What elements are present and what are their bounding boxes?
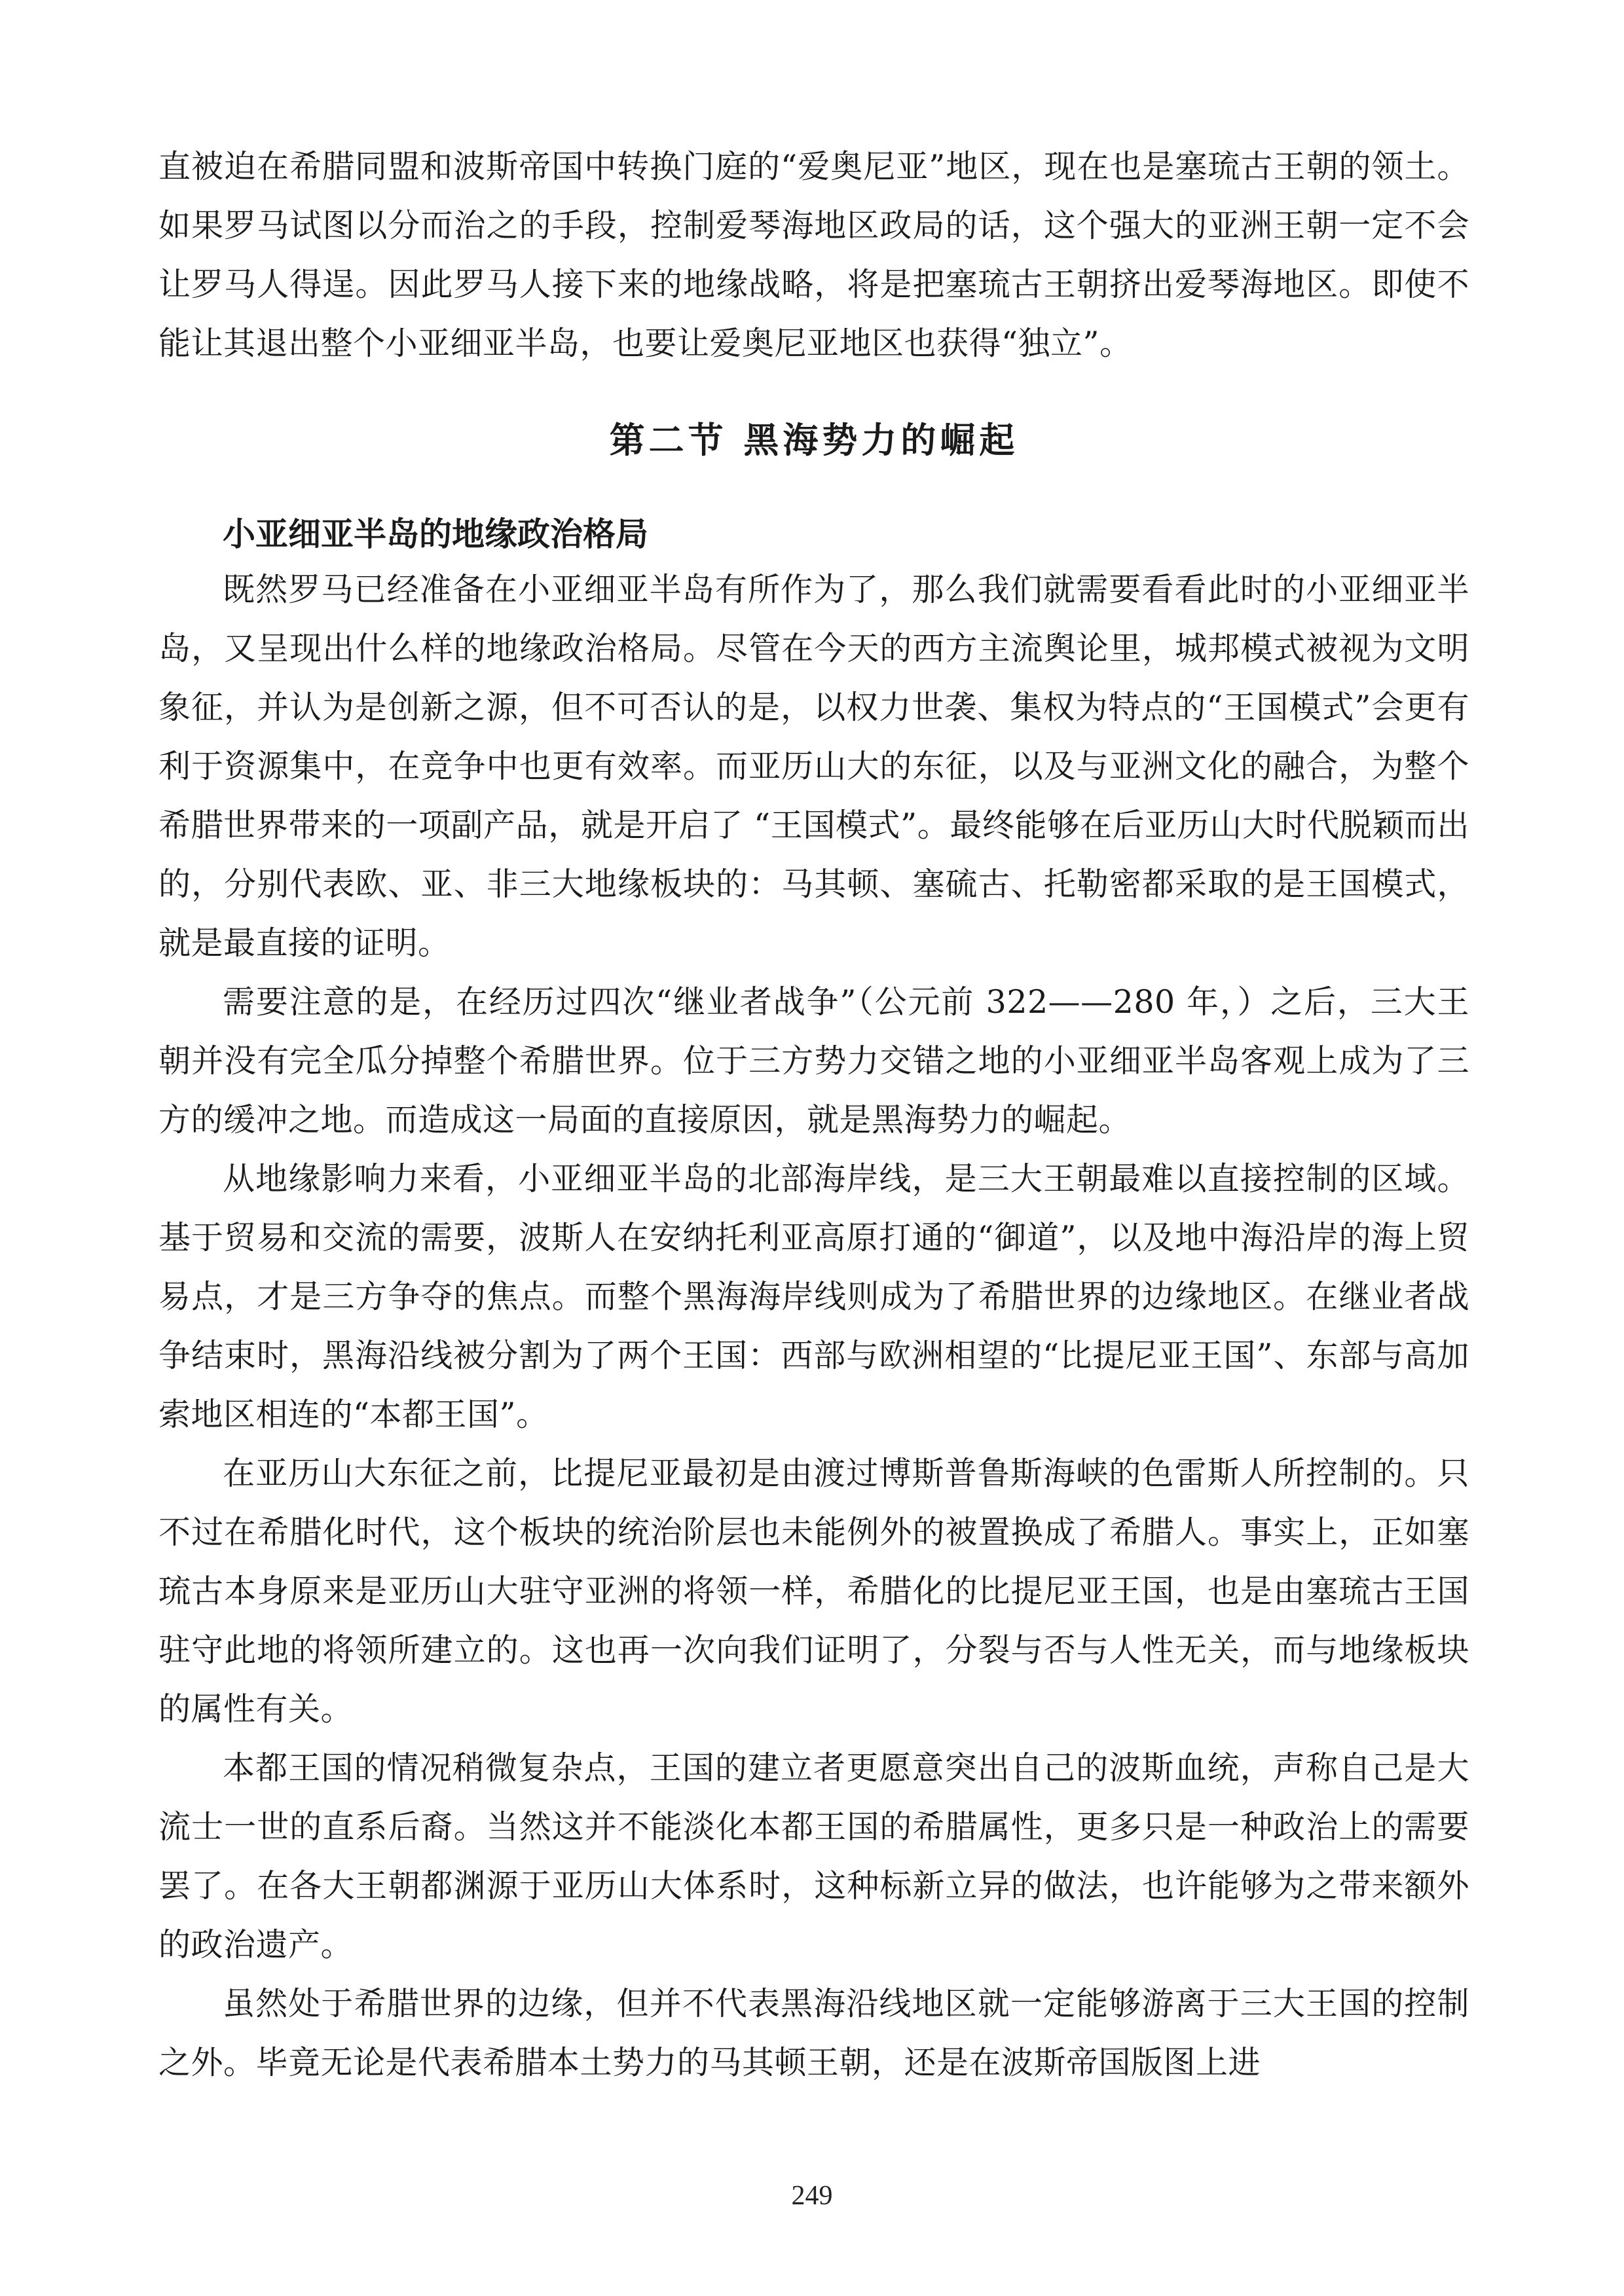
subsection-heading: 小亚细亚半岛的地缘政治格局 <box>223 515 648 553</box>
page-body <box>158 137 1469 2092</box>
page-number: 249 <box>791 2181 833 2211</box>
body-paragraph: 既然罗马已经准备在小亚细亚半岛有所作为了，那么我们就需要看看此时的小亚细亚半岛，又呈现出什么样的地缘政治格局。尽管在今天的西方主流舆论里，城邦模式被视为文明象征，并认为是创新之源，但不可否认的是，以权力世袭、集权为特点的“王国模式”会更有利于资源集中，在竞争中也更有效率。而亚历山大的东征，以及与亚洲文化的融合，为整个希腊世界带来的一项副产品，就是开启了 “王国模式”。最终能够在后亚历山大时代脱颖而出的，分别代表欧、亚、非三大地缘板块的：马其顿、塞硫古、托勒密都采取的是王国模式，就是最直接的证明。 <box>158 571 1469 962</box>
section-heading: 第二节 黑海势力的崛起 <box>609 420 1019 461</box>
body-paragraph: 在亚历山大东征之前，比提尼亚最初是由渡过博斯普鲁斯海峡的色雷斯人所控制的。只不过在希腊化时代，这个板块的统治阶层也未能例外的被置换成了希腊人。事实上，正如塞琉古本身原来是亚历山大驻守亚洲的将领一样，希腊化的比提尼亚王国，也是由塞琉古王国驻守此地的将领所建立的。这也再一次向我们证明了，分裂与否与人性无关，而与地缘板块的属性有关。 <box>158 1455 1469 1728</box>
body-paragraph: 从地缘影响力来看，小亚细亚半岛的北部海岸线，是三大王朝最难以直接控制的区域。基于贸易和交流的需要，波斯人在安纳托利亚高原打通的“御道”，以及地中海沿岸的海上贸易点，才是三方争夺的焦点。而整个黑海海岸线则成为了希腊世界的边缘地区。在继业者战争结束时，黑海沿线被分割为了两个王国：西部与欧洲相望的“比提尼亚王国”、东部与高加索地区相连的“本都王国”。 <box>158 1160 1469 1433</box>
body-paragraph: 需要注意的是，在经历过四次“继业者战争”（公元前 322——280 年，）之后，三大王朝并没有完全瓜分掉整个希腊世界。位于三方势力交错之地的小亚细亚半岛客观上成为了三方的缓冲之地。而造成这一局面的直接原因，就是黑海势力的崛起。 <box>158 983 1469 1139</box>
body-paragraph: 本都王国的情况稍微复杂点，王国的建立者更愿意突出自己的波斯血统，声称自己是大流士一世的直系后裔。当然这并不能淡化本都王国的希腊属性，更多只是一种政治上的需要罢了。在各大王朝都渊源于亚历山大体系时，这种标新立异的做法，也许能够为之带来额外的政治遗产。 <box>158 1749 1469 1963</box>
body-paragraph: 虽然处于希腊世界的边缘，但并不代表黑海沿线地区就一定能够游离于三大王国的控制之外。毕竟无论是代表希腊本土势力的马其顿王朝，还是在波斯帝国版图上进 <box>158 1985 1469 2081</box>
opening-paragraph: 直被迫在希腊同盟和波斯帝国中转换门庭的“爱奥尼亚”地区，现在也是塞琉古王朝的领土。如果罗马试图以分而治之的手段，控制爱琴海地区政局的话，这个强大的亚洲王朝一定不会让罗马人得逞。因此罗马人接下来的地缘战略，将是把塞琉古王朝挤出爱琴海地区。即使不能让其退出整个小亚细亚半岛，也要让爱奥尼亚地区也获得“独立”。 <box>158 148 1469 362</box>
